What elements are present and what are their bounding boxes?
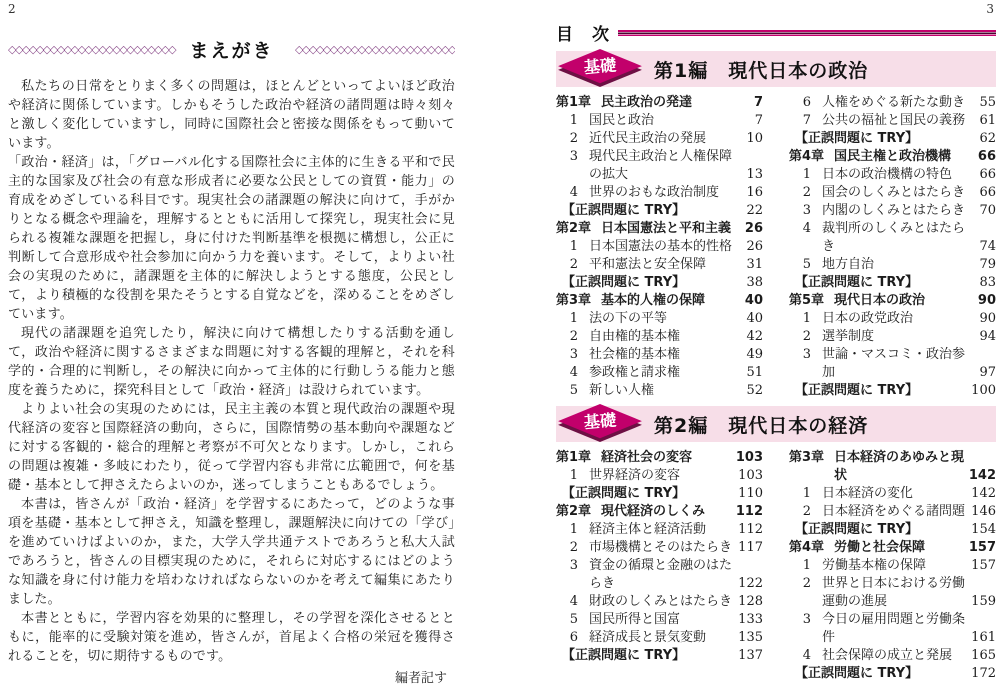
row-title: 財政のしくみとはたらき (589, 594, 733, 609)
row-page-number: 157 (968, 540, 996, 555)
row-title: 新しい人権 (589, 383, 655, 398)
row-number: 5 (802, 257, 811, 272)
row-number: 2 (802, 504, 811, 519)
toc-title: 目 次 (556, 25, 610, 45)
row-label (564, 130, 735, 148)
row-number: 5 (569, 612, 578, 627)
row-page-number: 49 (746, 347, 763, 362)
row-title: 経済社会の変容 (601, 450, 693, 465)
row-label (564, 310, 735, 328)
toc-row (556, 593, 763, 611)
toc-row (556, 611, 763, 629)
row-page-number: 16 (746, 185, 763, 200)
row-page-number: 117 (738, 540, 763, 555)
row-page-number: 55 (979, 95, 996, 110)
row-page-number: 70 (979, 203, 996, 218)
row-label (797, 557, 967, 575)
row-label (795, 521, 967, 539)
row-title: 平和憲法と安全保障 (589, 257, 707, 272)
row-number: 4 (802, 221, 811, 236)
row-title: 現代日本の政治 (834, 293, 926, 308)
row-label (797, 202, 968, 220)
row-label (797, 485, 967, 503)
row-label (797, 647, 967, 665)
row-page-number: 83 (979, 275, 996, 290)
row-number: 3 (569, 149, 578, 164)
row-label (797, 328, 968, 346)
row-page-number: 38 (746, 275, 763, 290)
row-label (797, 94, 968, 112)
row-number: 7 (802, 113, 811, 128)
diamond-chain-right-icon: ◇◇◇◇◇◇◇◇◇◇◇◇◇◇◇◇◇◇◇◇◇◇◇ (294, 44, 456, 55)
toc-part (556, 51, 996, 400)
toc-row (789, 166, 996, 184)
row-label (556, 449, 732, 467)
row-title: 日本経済の変化 (822, 486, 914, 501)
row-title: 【正誤問題に TRY】 (795, 522, 919, 537)
row-label (556, 503, 732, 521)
row-number: 1 (569, 239, 578, 254)
toc-row (556, 274, 763, 292)
row-number: 1 (569, 468, 578, 483)
row-label (564, 256, 735, 274)
toc-row (556, 256, 763, 274)
row-page-number: 7 (753, 95, 763, 110)
row-number: 2 (569, 329, 578, 344)
toc-part (556, 406, 996, 683)
row-title: 資金の循環と金融のはたらき (589, 558, 733, 591)
toc-row (789, 202, 996, 220)
toc-row (789, 557, 996, 575)
row-title: 市場機構とそのはたらき (589, 540, 733, 555)
toc-row (556, 467, 763, 485)
row-page-number: 154 (971, 522, 996, 537)
toc-row (789, 184, 996, 202)
kiso-badge-icon (558, 48, 642, 88)
row-title: 日本国憲法の基本的性格 (589, 239, 733, 254)
row-title: 日本の政治機構の特色 (822, 167, 953, 182)
row-number: 1 (802, 167, 811, 182)
row-label (556, 292, 735, 310)
toc-row (556, 238, 763, 256)
row-label (564, 112, 735, 130)
row-number: 4 (569, 185, 578, 200)
toc-parts (556, 51, 996, 683)
row-title: 国会のしくみとはたらき (822, 185, 966, 200)
row-label (562, 647, 734, 665)
diamond-chain-left-icon: ◇◇◇◇◇◇◇◇◇◇◇◇◇◇◇◇◇◇◇◇◇◇◇◇ (8, 44, 176, 55)
row-number: 第2章 (556, 221, 592, 236)
row-number: 1 (802, 311, 811, 326)
toc-row (789, 665, 996, 683)
row-number: 2 (569, 131, 578, 146)
row-label (556, 220, 735, 238)
toc-row (789, 130, 996, 148)
toc-row (789, 521, 996, 539)
preface-page (8, 0, 456, 686)
row-page-number: 62 (979, 131, 996, 146)
row-page-number: 22 (746, 203, 763, 218)
row-title: 【正誤問題に TRY】 (795, 383, 919, 398)
row-title: 世界経済の変容 (589, 468, 681, 483)
page-number-right: 3 (986, 2, 994, 16)
row-title: 国民所得と国富 (589, 612, 681, 627)
row-page-number: 79 (979, 257, 996, 272)
row-page-number: 97 (979, 365, 996, 380)
row-page-number: 103 (735, 450, 763, 465)
toc-column (789, 449, 996, 683)
toc-row (556, 148, 763, 184)
row-number: 第4章 (789, 540, 825, 555)
toc-row (789, 575, 996, 611)
preface-paragraph: 本書とともに，学習内容を効果的に整理し，その学習を深化させるとともに，能率的に受験対策を進め，皆さんが，首尾よく合格の栄冠を獲得されることを，切に期待するものです。 (8, 611, 455, 664)
row-title: 今日の雇用問題と労働条件 (822, 612, 966, 645)
toc-row (556, 220, 763, 238)
row-title: 内閣のしくみとはたらき (822, 203, 966, 218)
row-number: 5 (569, 383, 578, 398)
row-title: 【正誤問題に TRY】 (562, 275, 686, 290)
row-page-number: 128 (738, 594, 763, 609)
row-page-number: 146 (971, 504, 996, 519)
row-number: 2 (802, 185, 811, 200)
row-title: 公共の福祉と国民の義務 (822, 113, 966, 128)
row-page-number: 135 (738, 630, 763, 645)
row-number: 第3章 (789, 450, 825, 465)
row-number: 4 (569, 365, 578, 380)
row-title: 日本の政党政治 (822, 311, 914, 326)
row-label (556, 94, 735, 112)
toc-rule (618, 30, 996, 36)
page-number-left: 2 (8, 2, 16, 16)
row-label (797, 184, 968, 202)
toc-row (789, 503, 996, 521)
toc-row (789, 485, 996, 503)
row-title: 裁判所のしくみとはたらき (822, 221, 966, 254)
row-page-number: 165 (971, 648, 996, 663)
toc-row (789, 647, 996, 665)
preface-title: まえがき (189, 40, 274, 62)
row-number: 2 (569, 257, 578, 272)
row-page-number: 42 (746, 329, 763, 344)
row-title: 【正誤問題に TRY】 (795, 275, 919, 290)
row-label (795, 274, 968, 292)
toc-column (556, 94, 763, 400)
row-label (797, 220, 968, 256)
row-number: 2 (802, 576, 811, 591)
row-label (564, 611, 734, 629)
toc-row (789, 310, 996, 328)
row-number: 2 (569, 540, 578, 555)
toc-row (556, 346, 763, 364)
row-page-number: 13 (746, 167, 763, 182)
row-label (564, 382, 735, 400)
toc-row (789, 112, 996, 130)
toc-row (556, 539, 763, 557)
toc-row (556, 364, 763, 382)
row-title: 国民主権と政治機構 (834, 149, 952, 164)
row-page-number: 112 (735, 504, 763, 519)
toc-row (556, 202, 763, 220)
editor-signature: 編者記す (394, 671, 447, 686)
row-number: 1 (569, 113, 578, 128)
row-number: 3 (802, 612, 811, 627)
row-page-number: 66 (979, 185, 996, 200)
row-page-number: 90 (977, 293, 996, 308)
row-title: 経済成長と景気変動 (589, 630, 707, 645)
row-page-number: 161 (971, 630, 996, 645)
toc-header (556, 20, 996, 45)
row-page-number: 74 (979, 239, 996, 254)
row-page-number: 159 (971, 594, 996, 609)
row-number: 4 (569, 594, 578, 609)
row-title: 基本的人権の保障 (601, 293, 706, 308)
row-title: 世界と日本における労働運動の進展 (822, 576, 966, 609)
preface-paragraph: よりよい社会の実現のためには，民主主義の本質と現代政治の課題や現代経済の変容と国際経済の動向，さらに，国際情勢の基本動向や課題などに対する客観的・総合的理解と考察が不可欠となります。しかし，これらの問題は複雑・多岐にわたり，従って学習内容も非常に広範囲で，何を基礎・基本として押さえたらよいのか，迷ってしまうこともあるでしょう。 (8, 402, 455, 493)
row-page-number: 122 (738, 576, 763, 591)
row-page-number: 51 (746, 365, 763, 380)
row-page-number: 7 (754, 113, 763, 128)
toc-row (789, 256, 996, 274)
toc-row (789, 539, 996, 557)
toc-row (556, 647, 763, 665)
row-number: 第1章 (556, 450, 592, 465)
row-title: 現代民主政治と人権保障の拡大 (589, 149, 733, 182)
row-title: 世界のおもな政治制度 (589, 185, 720, 200)
row-label (789, 539, 965, 557)
row-title: 【正誤問題に TRY】 (562, 486, 686, 501)
row-label (564, 539, 734, 557)
row-page-number: 61 (979, 113, 996, 128)
row-title: 日本国憲法と平和主義 (601, 221, 732, 236)
row-label (789, 292, 968, 310)
toc-page (556, 0, 996, 683)
row-page-number: 142 (971, 486, 996, 501)
part-title: 第2編 現代日本の経済 (654, 414, 869, 437)
row-page-number: 157 (971, 558, 996, 573)
row-label (797, 611, 967, 647)
row-label (564, 521, 734, 539)
svg-text:基礎: 基礎 (583, 55, 617, 78)
part-title: 第1編 現代日本の政治 (654, 59, 869, 82)
row-title: 世論・マスコミ・政治参加 (822, 347, 966, 380)
row-page-number: 26 (746, 239, 763, 254)
row-number: 1 (802, 486, 811, 501)
kiso-badge-icon (558, 403, 642, 443)
toc-row (789, 382, 996, 400)
row-number: 第5章 (789, 293, 825, 308)
row-number: 4 (802, 648, 811, 663)
row-page-number: 172 (971, 666, 996, 681)
row-label (797, 166, 968, 184)
row-page-number: 103 (738, 468, 763, 483)
row-page-number: 137 (738, 648, 763, 663)
row-title: 【正誤問題に TRY】 (795, 666, 919, 681)
row-label (562, 274, 735, 292)
preface-header (8, 36, 455, 63)
toc-row (556, 382, 763, 400)
row-label (797, 112, 968, 130)
row-label (795, 665, 967, 683)
row-title: 【正誤問題に TRY】 (562, 203, 686, 218)
preface-paragraph: 「政治・経済」は，「グローバル化する国際社会に主体的に生きる平和で民主的な国家及び社会の有意な形成者に必要な公民としての資質・能力」の育成をめざしている科目です。現実社会の諸課題の解決に向けて，手がかりとなる概念や理論を，理解するとともに活用して探究し，現実社会に見られる複雑な課題を把握し，身に付けた判断基準を根拠に構想し，公正に判断して合意形成や社会参加に向かう力を養います。そして，よりよい社会の実現のために，諸課題を主体的に解決しようとする態度，公民として，より積極的な役割を果たそうとする自覚などを，深めることをめざしています。 (8, 155, 455, 322)
toc-row (556, 485, 763, 503)
row-page-number: 90 (979, 311, 996, 326)
row-label (564, 593, 734, 611)
row-number: 6 (802, 95, 811, 110)
part-banner (556, 406, 996, 442)
row-label (562, 202, 735, 220)
toc-row (556, 112, 763, 130)
toc-columns (556, 94, 996, 400)
row-page-number: 52 (746, 383, 763, 398)
toc-row (789, 94, 996, 112)
row-page-number: 10 (746, 131, 763, 146)
row-label (564, 364, 735, 382)
toc-row (789, 611, 996, 647)
toc-row (789, 148, 996, 166)
row-title: 民主政治の発達 (601, 95, 693, 110)
row-label (564, 346, 735, 364)
part-banner (556, 51, 996, 87)
row-title: 日本経済をめぐる諸問題 (822, 504, 966, 519)
row-label (564, 557, 734, 593)
toc-row (556, 521, 763, 539)
row-number: 1 (569, 522, 578, 537)
row-title: 労働と社会保障 (834, 540, 926, 555)
row-number: 3 (802, 203, 811, 218)
toc-column (556, 449, 763, 683)
row-label (797, 503, 967, 521)
row-label (797, 310, 968, 328)
row-page-number: 66 (977, 149, 996, 164)
toc-row (556, 503, 763, 521)
row-label (795, 382, 967, 400)
row-title: 参政権と請求権 (589, 365, 681, 380)
row-page-number: 66 (979, 167, 996, 182)
row-title: 人権をめぐる新たな動き (822, 95, 966, 110)
svg-text:基礎: 基礎 (583, 410, 617, 433)
toc-row (789, 346, 996, 382)
row-title: 法の下の平等 (589, 311, 668, 326)
row-title: 近代民主政治の発展 (589, 131, 707, 146)
row-title: 選挙制度 (822, 329, 875, 344)
row-title: 地方自治 (822, 257, 875, 272)
row-page-number: 110 (738, 486, 763, 501)
toc-row (789, 328, 996, 346)
toc-row (556, 292, 763, 310)
row-label (789, 449, 965, 485)
row-label (564, 148, 735, 184)
toc-row (789, 274, 996, 292)
preface-paragraph: 現代の諸課題を追究したり，解決に向けて構想したりする活動を通して，政治や経済に関するさまざまな問題に対する客観的理解と，それを科学的・合理的に判断し，その解決に向かって主体的に行動しうる能力と態度を養うために，探究科目として「政治・経済」は設けられています。 (8, 326, 455, 398)
row-title: 【正誤問題に TRY】 (795, 131, 919, 146)
row-title: 労働基本権の保障 (822, 558, 927, 573)
row-label (564, 328, 735, 346)
preface-paragraph: 本書は，皆さんが「政治・経済」を学習するにあたって，どのような事項を基礎・基本として押さえ，知識を整理し，課題解決に向けての「学び」を進めていけばよいのか，また，大学入学共通テストであろうと私大入試であろうと，皆さんの目標実現のために，それらに対応するにはどのような知識を身に付け能力を培わなければならないのかを考えて編集にあたりました。 (8, 497, 455, 607)
row-title: 自由権的基本権 (589, 329, 681, 344)
row-label (564, 184, 735, 202)
toc-column (789, 94, 996, 400)
row-title: 国民と政治 (589, 113, 655, 128)
row-number: 3 (569, 558, 578, 573)
row-label (564, 238, 735, 256)
row-label (562, 485, 734, 503)
row-title: 社会保障の成立と発展 (822, 648, 953, 663)
row-label (797, 346, 968, 382)
toc-row (556, 557, 763, 593)
row-page-number: 142 (968, 468, 996, 483)
row-title: 経済主体と経済活動 (589, 522, 707, 537)
toc-row (556, 328, 763, 346)
row-label (797, 256, 968, 274)
toc-row (789, 449, 996, 485)
row-label (789, 148, 968, 166)
row-label (564, 467, 734, 485)
row-number: 6 (569, 630, 578, 645)
toc-row (556, 94, 763, 112)
row-number: 3 (569, 347, 578, 362)
row-page-number: 31 (746, 257, 763, 272)
toc-row (556, 310, 763, 328)
row-page-number: 26 (744, 221, 763, 236)
row-number: 第1章 (556, 95, 592, 110)
preface-body (8, 77, 455, 666)
row-label (564, 629, 734, 647)
row-number: 2 (802, 329, 811, 344)
row-title: 社会権的基本権 (589, 347, 681, 362)
row-number: 第4章 (789, 149, 825, 164)
row-page-number: 40 (744, 293, 763, 308)
preface-paragraph: 私たちの日常をとりまく多くの問題は，ほとんどといってよいほど政治や経済に関係しています。しかもそうした政治や経済の諸問題は時々刻々と激しく変化していますし，同時に国際社会と密接な関係をもって動いています。 (8, 79, 455, 151)
row-page-number: 133 (738, 612, 763, 627)
row-page-number: 40 (746, 311, 763, 326)
row-number: 3 (802, 347, 811, 362)
toc-row (556, 184, 763, 202)
row-number: 1 (569, 311, 578, 326)
toc-row (556, 449, 763, 467)
row-title: 現代経済のしくみ (601, 504, 706, 519)
row-number: 第2章 (556, 504, 592, 519)
row-page-number: 112 (738, 522, 763, 537)
toc-row (556, 130, 763, 148)
row-label (797, 575, 967, 611)
toc-row (789, 292, 996, 310)
toc-columns (556, 449, 996, 683)
row-label (795, 130, 968, 148)
row-number: 第3章 (556, 293, 592, 308)
toc-row (789, 220, 996, 256)
row-page-number: 94 (979, 329, 996, 344)
row-title: 【正誤問題に TRY】 (562, 648, 686, 663)
row-title: 日本経済のあゆみと現状 (834, 450, 965, 483)
row-number: 1 (802, 558, 811, 573)
toc-row (556, 629, 763, 647)
row-page-number: 100 (971, 383, 996, 398)
